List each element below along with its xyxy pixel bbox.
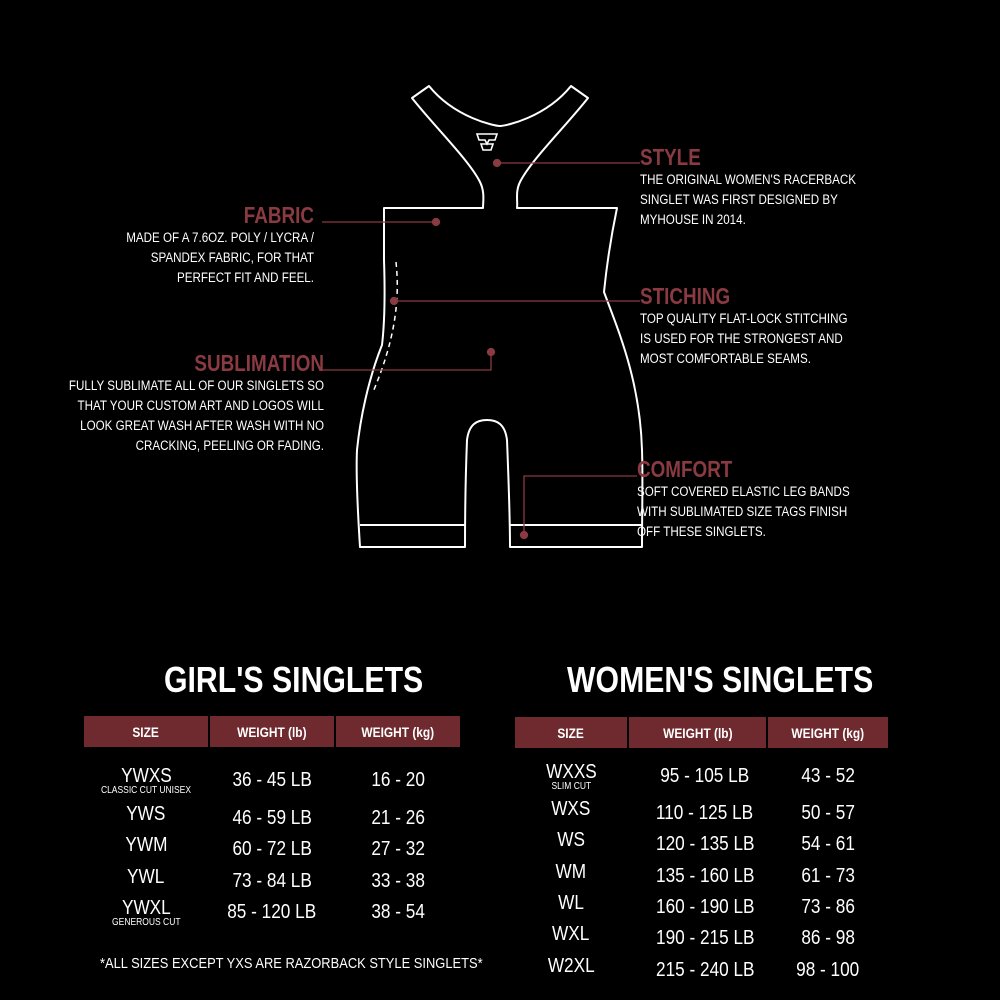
girls-footnote: *ALL SIZES EXCEPT YXS ARE RAZORBACK STYLE SINGLETS* (100, 955, 483, 972)
women-row-size: WXL (552, 923, 590, 945)
women-row-kg: 86 - 98 (801, 927, 855, 949)
women-row-size: WS (557, 829, 585, 851)
women-header-lb: WEIGHT (lb) (629, 717, 766, 748)
callout-comfort-title: COMFORT (637, 456, 733, 482)
callout-stiching (640, 283, 900, 369)
myhouse-logo-icon (477, 134, 497, 150)
fabric-dot (433, 219, 440, 226)
women-row-note: SLIM CUT (551, 781, 591, 792)
callout-fabric-body: MADE OF A 7.6OZ. POLY / LYCRA / SPANDEX FABRIC, FOR THAT PERFECT FIT AND FEEL. (126, 230, 314, 285)
girls-row-note: GENEROUS CUT (111, 917, 181, 928)
women-header-size: SIZE (515, 717, 627, 748)
women-row-lb: 95 - 105 LB (660, 765, 750, 787)
women-row-kg: 43 - 52 (801, 765, 855, 787)
callout-stiching-body: TOP QUALITY FLAT-LOCK STITCHING IS USED FOR THE STRONGEST AND MOST COMFORTABLE SEAMS. (640, 311, 848, 366)
girls-row-lb: 36 - 45 LB (232, 769, 312, 791)
sublimation-dot (488, 349, 495, 356)
women-row-size: WXS (551, 798, 591, 820)
women-row-size: W2XL (547, 955, 595, 977)
women-row-size: WL (558, 892, 584, 914)
callout-fabric-title: FABRIC (243, 202, 314, 228)
women-row-size: WXXS (545, 761, 597, 783)
women-row-lb: 215 - 240 LB (655, 959, 755, 981)
girls-row-lb: 73 - 84 LB (232, 870, 312, 892)
girls-table-title: GIRL'S SINGLETS (164, 659, 424, 700)
girls-row-size: YWM (124, 834, 168, 856)
girls-header-lb: WEIGHT (lb) (210, 716, 334, 747)
girls-row-size: YWXS (120, 765, 172, 787)
women-row-lb: 135 - 160 LB (655, 865, 755, 887)
comfort-dot (521, 532, 528, 539)
girls-row-size: YWS (126, 803, 166, 825)
women-row-lb: 110 - 125 LB (656, 802, 754, 824)
girls-row-kg: 33 - 38 (371, 870, 425, 892)
callout-stiching-title: STICHING (640, 283, 731, 309)
callout-sublimation-title: SUBLIMATION (194, 350, 324, 376)
callout-sublimation-body: FULLY SUBLIMATE ALL OF OUR SINGLETS SO THAT YOUR CUSTOM ART AND LOGOS WILL LOOK GREAT WASH AFTER WASH WITH NO CRACKING, PEELING OR FADING. (68, 378, 324, 453)
women-header-kg: WEIGHT (kg) (768, 717, 888, 748)
women-row-kg: 61 - 73 (801, 865, 855, 887)
stiching-dot (391, 298, 398, 305)
women-row-kg: 73 - 86 (801, 896, 855, 918)
callout-style-body: THE ORIGINAL WOMEN'S RACERBACK SINGLET WAS FIRST DESIGNED BY MYHOUSE IN 2014. (640, 172, 856, 227)
girls-row-kg: 16 - 20 (371, 769, 425, 791)
girls-header-kg: WEIGHT (kg) (336, 716, 460, 747)
women-table-title: WOMEN'S SINGLETS (567, 659, 874, 700)
callout-style-title: STYLE (640, 144, 701, 170)
women-row-kg: 50 - 57 (801, 802, 855, 824)
girls-row-kg: 27 - 32 (371, 838, 425, 860)
callout-sublimation (20, 350, 324, 456)
girls-row-note: CLASSIC CUT UNISEX (100, 785, 192, 796)
singlet-outline (357, 86, 643, 547)
girls-row-kg: 38 - 54 (371, 901, 425, 923)
women-row-lb: 120 - 135 LB (655, 833, 755, 855)
women-row-kg: 98 - 100 (796, 959, 860, 981)
women-row-lb: 190 - 215 LB (655, 927, 755, 949)
callout-style (640, 144, 900, 230)
callout-fabric (60, 202, 314, 288)
style-dot (494, 160, 501, 167)
callout-comfort (637, 456, 897, 542)
girls-row-size: YWXL (121, 897, 171, 919)
women-row-size: WM (555, 861, 587, 883)
women-row-lb: 160 - 190 LB (655, 896, 755, 918)
girls-row-lb: 85 - 120 LB (227, 901, 317, 923)
girls-row-lb: 46 - 59 LB (232, 807, 312, 829)
girls-row-size: YWL (127, 866, 165, 888)
women-row-kg: 54 - 61 (801, 833, 855, 855)
girls-row-lb: 60 - 72 LB (232, 838, 312, 860)
girls-row-kg: 21 - 26 (371, 807, 425, 829)
callout-comfort-body: SOFT COVERED ELASTIC LEG BANDS WITH SUBLIMATED SIZE TAGS FINISH OFF THESE SINGLETS. (637, 484, 850, 539)
girls-header-size: SIZE (84, 716, 208, 747)
